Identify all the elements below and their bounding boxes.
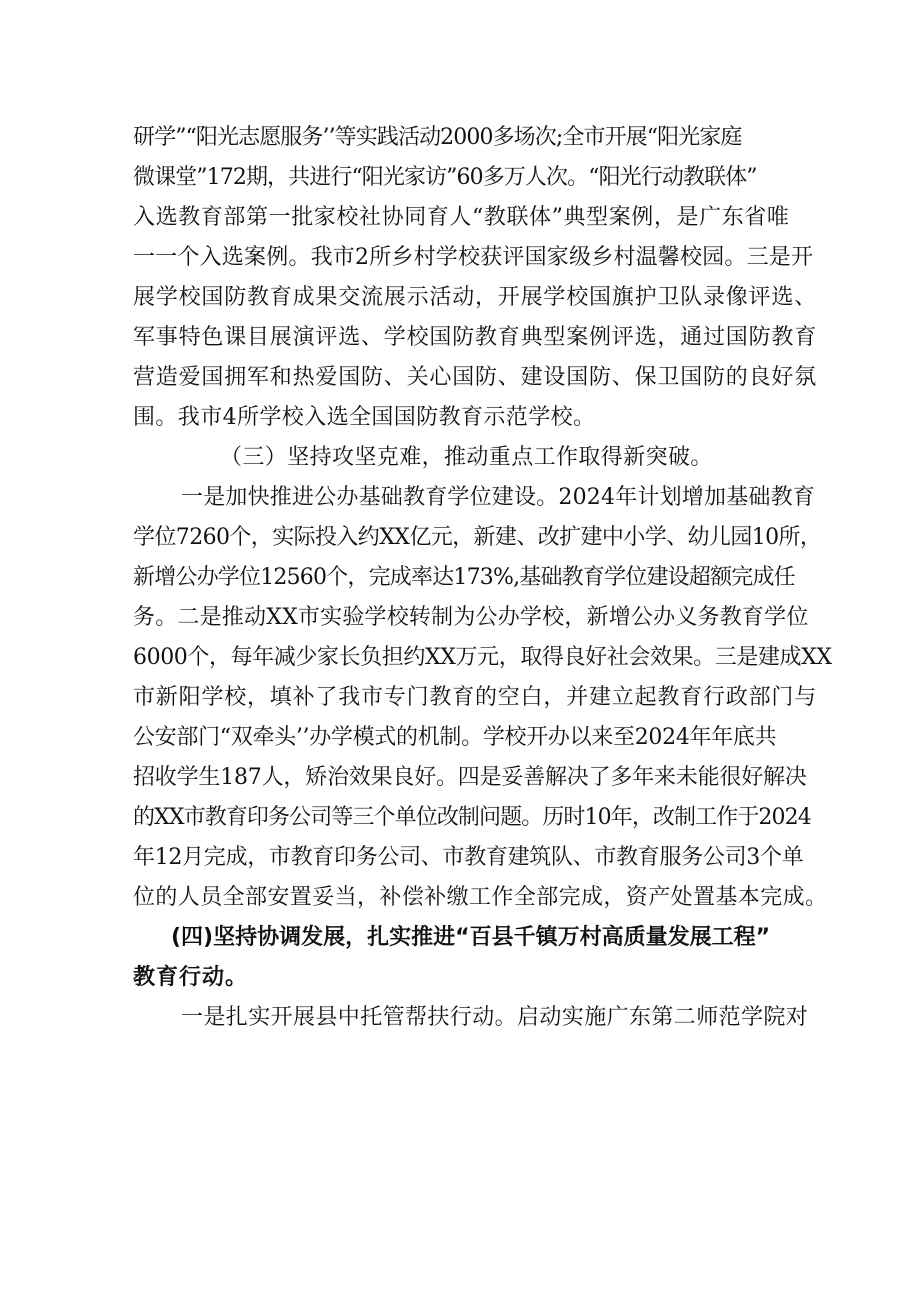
- section-heading-4: (四)坚持协调发展，扎实推进“百县千镇万村高质量发展工程”: [171, 925, 771, 950]
- text-line-10: 一是加快推进公办基础教育学位建设。2024年计划增加基础教育: [181, 485, 815, 510]
- text-line-17: 招收学生187人，矫治效果良好。四是妥善解决了多年来未能很好解决: [133, 765, 807, 790]
- text-line-7: 营造爱国拥军和热爱国防、关心国防、建设国防、保卫国防的良好氛: [133, 365, 818, 390]
- text-line-6: 军事特色课目展演评选、学校国防教育典型案例评选，通过国防教育: [133, 325, 818, 350]
- section-heading-4-cont: 教育行动。: [133, 965, 249, 990]
- text-line-4: 一一个入选案例。我市2所乡村学校获评国家级乡村温馨校园。三是开: [133, 245, 814, 270]
- section-heading-3: （三）坚持攻坚克难，推动重点工作取得新突破。: [220, 445, 713, 470]
- document-body: [133, 118, 832, 1038]
- text-line-19: 年12月完成，市教育印务公司、市教育建筑队、市教育服务公司3个单: [133, 845, 804, 870]
- text-line-13: 务。二是推动XX市实验学校转制为公办学校，新增公办义务教育学位: [133, 605, 809, 630]
- text-line-8: 围。我市4所学校入选全国国防教育示范学校。: [133, 405, 596, 430]
- text-line-1: 研学”“阳光志愿服务’’等实践活动2000多场次;全市开展“阳光家庭: [133, 125, 742, 150]
- text-line-3: 入选教育部第一批家校社协同育人“教联体”典型案例，是广东省唯: [133, 205, 790, 230]
- text-line-20: 位的人员全部安置妥当，补偿补缴工作全部完成，资产处置基本完成。: [133, 885, 828, 910]
- text-line-14: 6000个，每年减少家长负担约XX万元，取得良好社会效果。三是建成XX: [133, 645, 832, 670]
- text-line-2: 微课堂”172期，共进行“阳光家访”60多万人次。“阳光行动教联体”: [133, 165, 757, 190]
- text-line-12: 新增公办学位12560个，完成率达173%,基础教育学位建设超额完成任: [133, 565, 795, 590]
- text-line-11: 学位7260个，实际投入约XX亿元，新建、改扩建中小学、幼儿园10所，: [133, 525, 822, 550]
- text-line-18: 的XX市教育印务公司等三个单位改制问题。历时10年，改制工作于2024: [133, 805, 811, 830]
- text-line-16: 公安部门“双牵头’’办学模式的机制。学校开办以来至2024年年底共: [133, 725, 777, 750]
- text-line-23: 一是扎实开展县中托管帮扶行动。启动实施广东第二师范学院对: [181, 1005, 809, 1030]
- text-line-5: 展学校国防教育成果交流展示活动，开展学校国旗护卫队录像评选、: [133, 285, 818, 310]
- text-line-15: 市新阳学校，填补了我市专门教育的空白，并建立起教育行政部门与: [133, 685, 818, 710]
